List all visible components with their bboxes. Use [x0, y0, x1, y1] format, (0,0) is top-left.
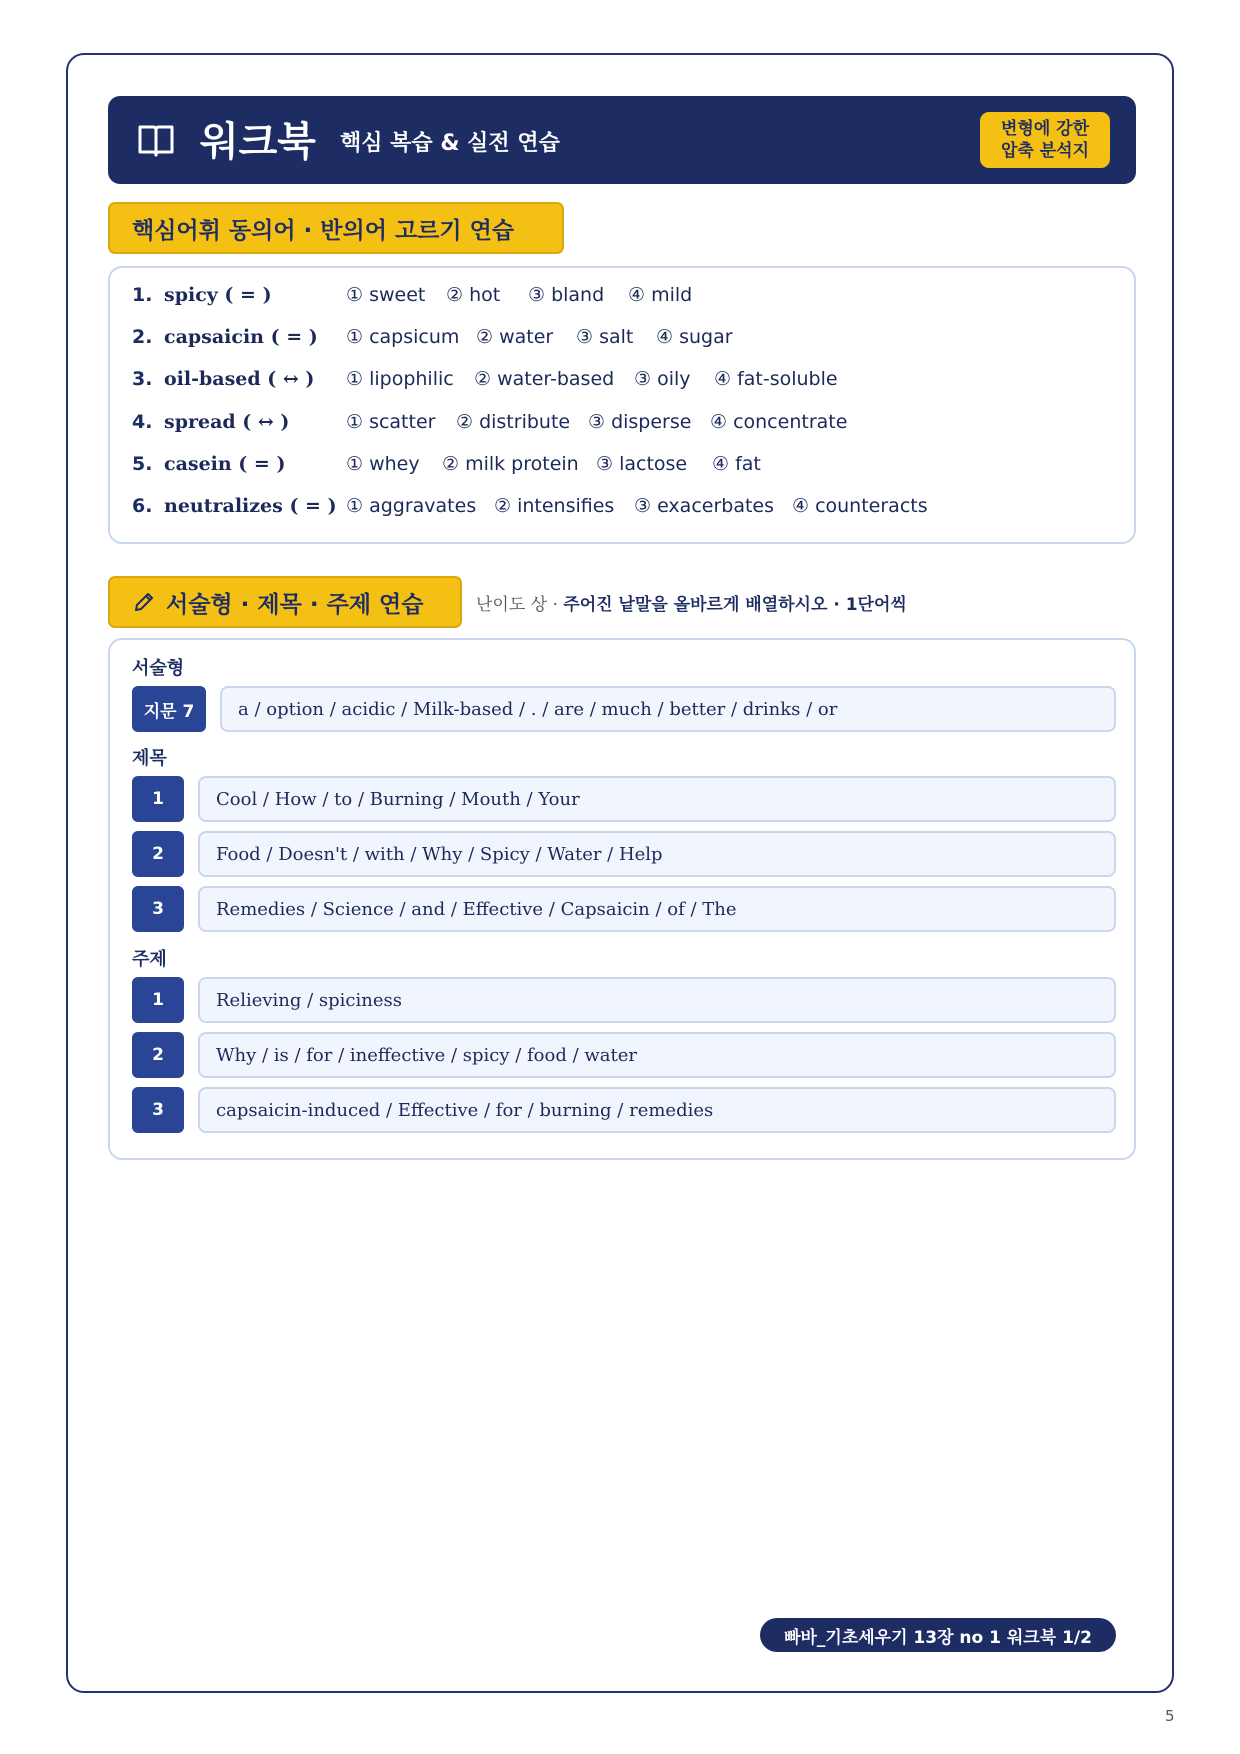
vocab-panel — [108, 266, 1136, 544]
topic-answer-field[interactable]: Why / is / for / ineffective / spicy / food / water — [198, 1032, 1116, 1078]
topic-number-badge: 2 — [132, 1032, 184, 1078]
writing-section-note — [476, 590, 907, 615]
vocab-section-title-text: 핵심어휘 동의어 · 반의어 고르기 연습 — [132, 217, 515, 244]
vocab-row — [132, 495, 1122, 525]
vocab-section-title — [108, 202, 564, 254]
difficulty-label: 난이도 상 · — [476, 595, 564, 615]
vocab-row — [132, 453, 1122, 483]
badge-line-1: 변형에 강한 — [1000, 119, 1090, 139]
vocab-row — [132, 411, 1122, 441]
vocab-option[interactable]: ④ fat-soluble — [714, 368, 838, 390]
topic-group-label: 주제 — [132, 949, 167, 970]
vocab-option[interactable]: ③ oily — [634, 368, 691, 390]
vocab-word: capsaicin ( = ) — [164, 326, 318, 348]
vocab-option[interactable]: ② intensifies — [494, 495, 615, 517]
workbook-header — [108, 96, 1136, 184]
vocab-row — [132, 326, 1122, 356]
vocab-option[interactable]: ① capsicum — [346, 326, 460, 348]
vocab-number: 5. — [132, 453, 153, 475]
title-group-label: 제목 — [132, 748, 167, 769]
vocab-option[interactable]: ① sweet — [346, 284, 426, 306]
vocab-option[interactable]: ④ fat — [712, 453, 761, 475]
vocab-option[interactable]: ③ disperse — [588, 411, 692, 433]
vocab-option[interactable]: ③ bland — [528, 284, 605, 306]
page-subtitle: 핵심 복습 & 실전 연습 — [340, 131, 560, 156]
title-answer-field[interactable]: Remedies / Science / and / Effective / Capsaicin / of / The — [198, 886, 1116, 932]
instruction-text: 주어진 낱말을 올바르게 배열하시오 · 1단어씩 — [563, 595, 907, 615]
vocab-option[interactable]: ② water — [476, 326, 554, 348]
vocab-option[interactable]: ③ salt — [576, 326, 634, 348]
book-icon — [136, 120, 176, 160]
topic-answer-field[interactable]: Relieving / spiciness — [198, 977, 1116, 1023]
passage-answer-field[interactable]: a / option / acidic / Milk-based / . / are / much / better / drinks / or — [220, 686, 1116, 732]
header-badge — [980, 112, 1110, 168]
vocab-option[interactable]: ④ sugar — [656, 326, 733, 348]
page-title: 워크북 — [200, 119, 316, 165]
topic-answer-field[interactable]: capsaicin-induced / Effective / for / burning / remedies — [198, 1087, 1116, 1133]
topic-number-badge: 3 — [132, 1087, 184, 1133]
page-number: 5 — [1165, 1707, 1175, 1725]
vocab-option[interactable]: ④ mild — [628, 284, 693, 306]
vocab-option[interactable]: ② water-based — [474, 368, 615, 390]
vocab-option[interactable]: ④ counteracts — [792, 495, 928, 517]
vocab-number: 6. — [132, 495, 153, 517]
writing-panel — [108, 638, 1136, 1160]
footer-label: 빠바_기초세우기 13장 no 1 워크북 1/2 — [760, 1618, 1116, 1652]
title-number-badge: 2 — [132, 831, 184, 877]
writing-section-title-text: 서술형 · 제목 · 주제 연습 — [166, 591, 424, 618]
title-number-badge: 1 — [132, 776, 184, 822]
title-number-badge: 3 — [132, 886, 184, 932]
pencil-icon — [132, 590, 156, 614]
vocab-number: 2. — [132, 326, 153, 348]
vocab-option[interactable]: ② distribute — [456, 411, 571, 433]
vocab-option[interactable]: ② hot — [446, 284, 501, 306]
vocab-option[interactable]: ① scatter — [346, 411, 436, 433]
vocab-option[interactable]: ② milk protein — [442, 453, 579, 475]
vocab-option[interactable]: ① whey — [346, 453, 420, 475]
vocab-row — [132, 368, 1122, 398]
topic-number-badge: 1 — [132, 977, 184, 1023]
badge-line-2: 압축 분석지 — [1000, 141, 1090, 161]
vocab-option[interactable]: ① lipophilic — [346, 368, 454, 390]
vocab-word: casein ( = ) — [164, 453, 286, 475]
vocab-option[interactable]: ① aggravates — [346, 495, 477, 517]
vocab-row — [132, 284, 1122, 314]
passage-badge: 지문 7 — [132, 686, 206, 732]
vocab-option[interactable]: ④ concentrate — [710, 411, 848, 433]
vocab-number: 4. — [132, 411, 153, 433]
vocab-word: spicy ( = ) — [164, 284, 272, 306]
title-answer-field[interactable]: Food / Doesn't / with / Why / Spicy / Water / Help — [198, 831, 1116, 877]
writing-section-title — [108, 576, 462, 628]
vocab-word: spread ( ↔ ) — [164, 411, 290, 433]
vocab-number: 1. — [132, 284, 153, 306]
vocab-option[interactable]: ③ exacerbates — [634, 495, 775, 517]
vocab-number: 3. — [132, 368, 153, 390]
vocab-option[interactable]: ③ lactose — [596, 453, 688, 475]
vocab-word: neutralizes ( = ) — [164, 495, 337, 517]
vocab-word: oil-based ( ↔ ) — [164, 368, 315, 390]
title-answer-field[interactable]: Cool / How / to / Burning / Mouth / Your — [198, 776, 1116, 822]
descriptive-label: 서술형 — [132, 658, 185, 679]
